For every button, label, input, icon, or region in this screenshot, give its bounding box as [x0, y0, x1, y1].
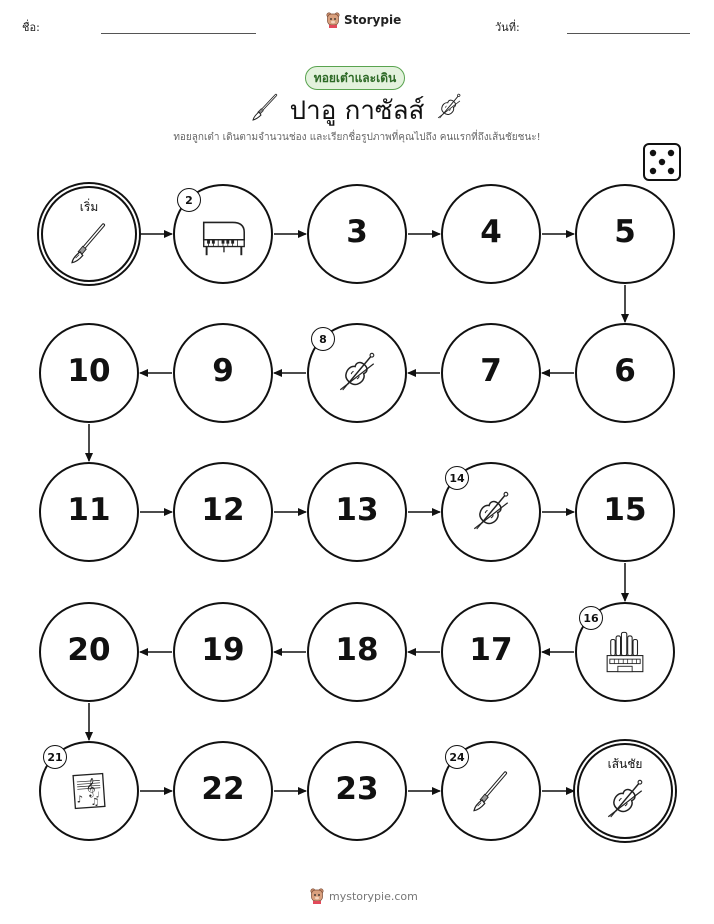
svg-text:♫: ♫ [90, 796, 100, 808]
space-number: 15 [603, 492, 647, 528]
date-label: วันที่: [495, 21, 520, 34]
finish-label: เส้นชัย [607, 757, 643, 771]
space-number-badge: 8 [311, 327, 335, 351]
space-number: 11 [67, 492, 111, 528]
space-number-badge: 16 [579, 606, 603, 630]
organ-icon [598, 625, 652, 679]
game-type-pill: ทอยเต๋าและเดิน [305, 66, 405, 90]
space-number: 19 [201, 632, 245, 668]
space-number: 5 [614, 214, 636, 250]
start-label: เริ่ม [79, 200, 99, 214]
footer-url: mystorypie.com [329, 889, 418, 903]
footer [310, 888, 418, 904]
space-number-badge: 24 [445, 745, 469, 769]
space-number: 13 [335, 492, 379, 528]
space-number: 12 [201, 492, 245, 528]
space-number: 7 [480, 353, 502, 389]
name-label: ชื่อ: [22, 21, 40, 34]
cello-icon [330, 346, 384, 400]
sheet-music-icon [62, 764, 116, 818]
space-number: 20 [67, 632, 111, 668]
piano-icon [196, 207, 250, 261]
space-number: 9 [212, 353, 234, 389]
instructions: ทอยลูกเต๋า เดินตามจำนวนช่อง และเรียกชื่อรูปภาพที่คุณไปถึง คนแรกที่ถึงเส้นชัยชนะ! [173, 132, 541, 143]
space-number: 22 [201, 771, 245, 807]
svg-text:𝄞: 𝄞 [85, 777, 96, 797]
bear-logo-icon [310, 888, 324, 904]
space-number: 23 [335, 771, 379, 807]
space-number: 3 [346, 214, 368, 250]
svg-text:♩: ♩ [95, 789, 100, 800]
space-number-badge: 14 [445, 466, 469, 490]
space-number-badge: 21 [43, 745, 67, 769]
space-number: 18 [335, 632, 379, 668]
cello-icon [464, 485, 518, 539]
svg-text:♪: ♪ [76, 794, 83, 806]
space-number: 6 [614, 353, 636, 389]
brand-name: Storypie [344, 13, 402, 27]
brush-icon [62, 216, 116, 270]
space-number-badge: 2 [177, 188, 201, 212]
cello-icon [598, 773, 652, 827]
page-title: ปาอู กาซัลส์ [289, 96, 425, 126]
space-number: 17 [469, 632, 513, 668]
brush-icon [464, 764, 518, 818]
space-number: 4 [480, 214, 502, 250]
space-number: 10 [67, 353, 111, 389]
